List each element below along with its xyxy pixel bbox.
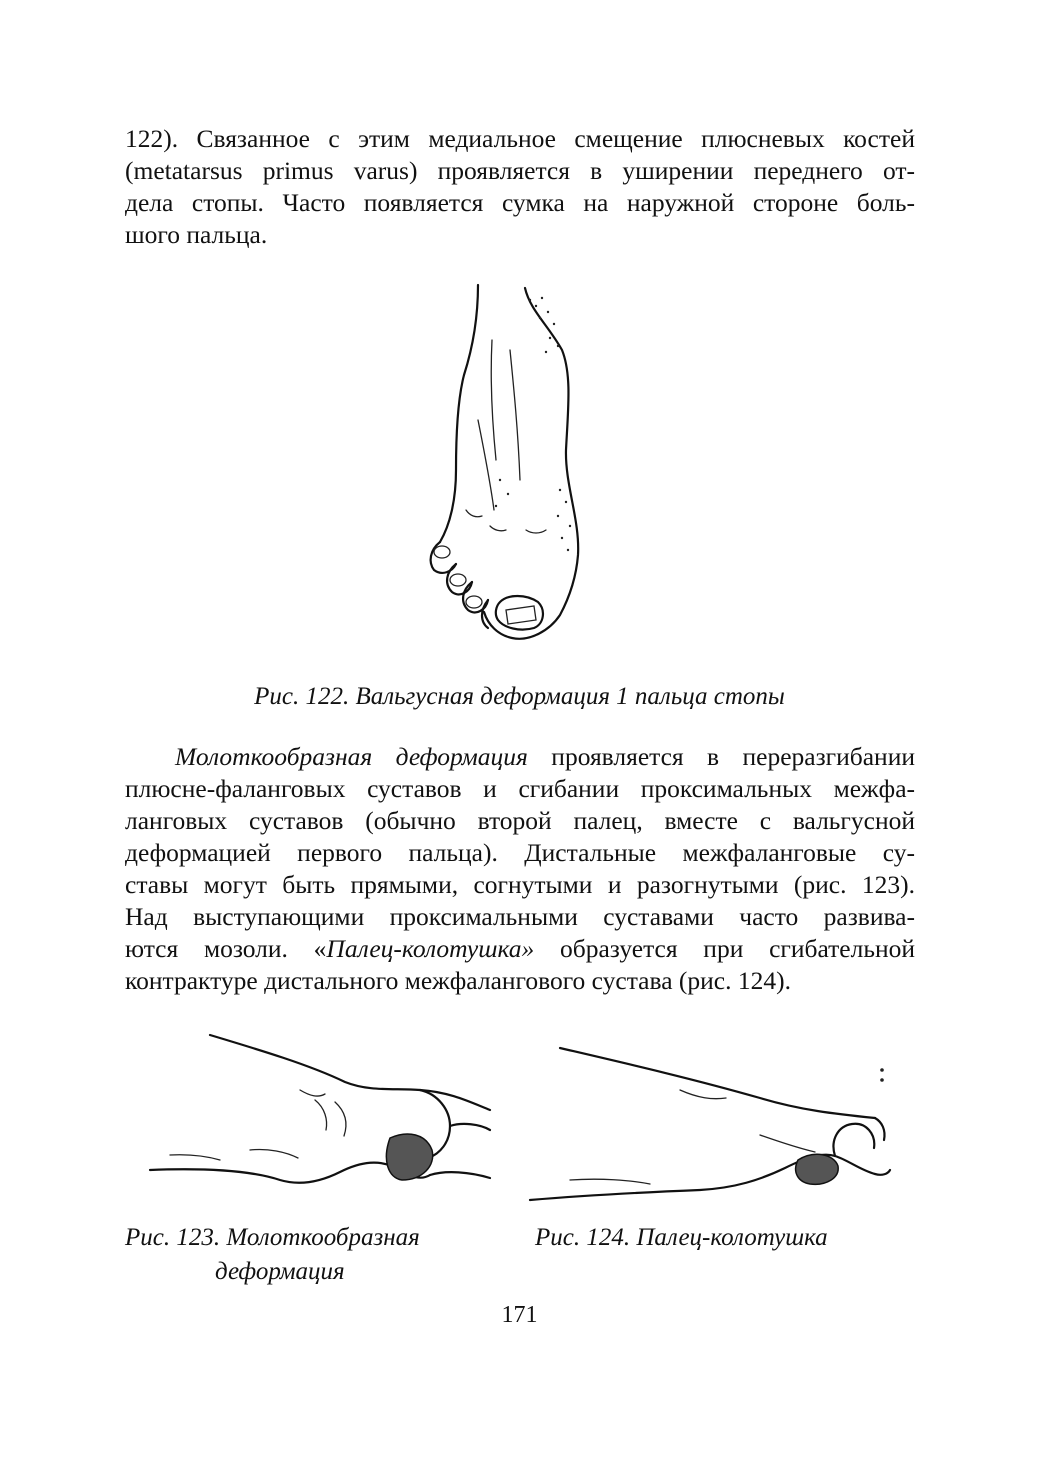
figure-122-caption: Рис. 122. Вальгусная деформация 1 пальца стопы [254,683,785,710]
text-line: 122). Связанное с этим медиальное смещение плюсневых костей [125,124,915,153]
figure-124-caption: Рис. 124. Палец-колотушка [535,1224,828,1251]
figure-123-caption: Рис. 123. Молоткообразная [125,1224,420,1251]
text-line: плюсне-фаланговых суставов и сгибании проксимальных межфа- [125,774,915,803]
text-line: дела стопы. Часто появляется сумка на наружной стороне боль- [125,188,915,217]
page-number: 171 [501,1302,538,1328]
paragraph-hammer-toe [125,741,915,997]
text-line: контрактуре дистального межфалангового сустава (рис. 124). [125,966,791,995]
text-line: (metatarsus primus varus) проявляется в уширении переднего от- [125,156,915,185]
text-line: шого пальца. [125,220,268,249]
text-line [125,741,915,773]
shading-dots [495,297,571,551]
text-line: ланговых суставов (обычно второй палец, вместе с вальгусной [125,806,915,835]
paragraph-hallux-valgus-continued [125,123,915,251]
figure-122-foot-illustration [400,280,620,660]
figure-124-mallet-toe-illustration [530,1040,900,1215]
text-line [125,933,915,965]
text-line: Над выступающими проксимальными суставами часто развива- [125,902,915,931]
term-mallet-toe: Палец-колотушка» [326,934,535,963]
text-fragment: образуется при сгибательной [534,934,915,963]
text-line: деформацией первого пальца). Дистальные межфаланговые су- [125,838,915,867]
term-hammer-toe: Молоткообразная деформация [175,742,528,771]
figure-123-hammer-toe-illustration [150,1030,495,1205]
text-fragment: ются мозоли. « [125,934,327,963]
text-fragment: проявляется в переразгибании [527,742,915,771]
figure-123-caption-continued: деформация [215,1258,345,1285]
text-line: ставы могут быть прямыми, согнутыми и разогнутыми (рис. 123). [125,870,915,899]
